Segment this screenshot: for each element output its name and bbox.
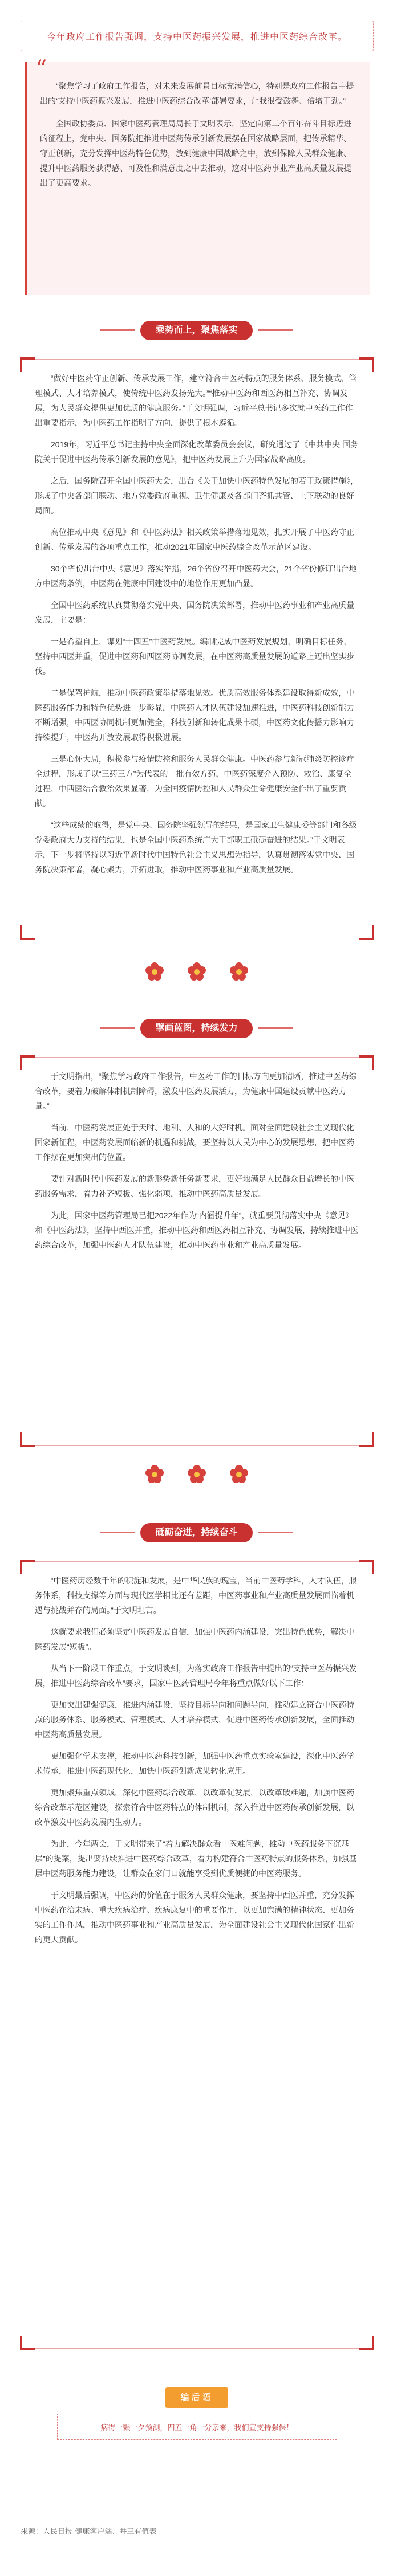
- corner-decoration: [359, 2336, 374, 2350]
- corner-decoration: [20, 357, 35, 372]
- section-2-paragraph: 为此，国家中医药管理局已把2022年作为“内涵提升年”，就重要贯彻落实中央《意见》和《中医药法》，坚持中西医并重，推动中医药和西医药相互补充、协调发展，持续推进中医药综合改革，加强中医药人才队伍建设，推动中医药事业和产业高质量发展。: [35, 1211, 358, 1250]
- section-2-title: 擘画蓝图，持续发力: [140, 1019, 252, 1038]
- section-1-paragraph: 30个省份出台中央《意见》落实举措，26个省份召开中医药大会，21个省份修订出台地方中医药条例，中医药在健康中国建设中的地位作用更加凸显。: [35, 564, 357, 588]
- flower-divider-1: [0, 962, 393, 981]
- section-3-paragraph: 这就要求我们必须坚定中医药发展自信，加强中医药内涵建设，突出特色优势，解决中医药发展“短板”。: [35, 1627, 354, 1651]
- lead-paragraph-1: “聚焦学习了政府工作报告，对未来发展前景目标充满信心，特别是政府工作报告中提出的‘支持中医药振兴发展，推进中医药综合改革’部署要求，让我很受鼓舞、倍增干劲。”: [40, 81, 354, 105]
- section-2-card: [22, 1057, 372, 1446]
- section-1-card: [22, 359, 372, 938]
- corner-decoration: [359, 357, 374, 372]
- editor-note-text: 病得一颗一夕预测，四五一角一分亲来，我们宣支持强保！: [100, 2423, 294, 2432]
- source-line: 来源：人民日报-健康客户端、井三有值表: [21, 2527, 157, 2536]
- section-3-card: [22, 1561, 372, 2349]
- section-2-header: [0, 1009, 393, 1048]
- editor-note-body: [57, 2414, 337, 2440]
- section-1-paragraph: “这些成绩的取得，是党中央、国务院坚强领导的结果，是国家卫生健康委等部门和各级党委政府大力支持的结果，也是全国中医药系统广大干部职工砥砺奋进的结果。”于文明表示，下一步将坚持以习近平新时代中国特色社会主义思想为指导，认真贯彻落实党中央、国务院决策部署，凝心聚力，开拓进取，推动中医药事业和产业高质量发展。: [35, 820, 357, 874]
- corner-decoration: [359, 1055, 374, 1070]
- section-3-header: [0, 1513, 393, 1553]
- section-1-header: [0, 311, 393, 350]
- section-1-title: 乘势而上，聚焦落实: [140, 321, 252, 340]
- corner-decoration: [359, 1560, 374, 1574]
- editor-note-title: 编后语: [165, 2387, 228, 2408]
- section-3-title: 砥砺奋进，持续奋斗: [140, 1523, 252, 1542]
- section-1-paragraph: 之后，国务院召开全国中医药大会，出台《关于加快中医药特色发展的若干政策措施》，形成了中央各部门联动、地方党委政府重视、卫生健康及各部门齐抓共管、上下联动的良好局面。: [35, 476, 358, 515]
- section-3-paragraph: 于文明最后强调，中医药的价值在于服务人民群众健康，要坚持中西医并重，充分发挥中医药在治未病、重大疾病治疗、疾病康复中的重要作用，以更加饱满的精神状态、更加务实的工作作风，推动中医药事业和产业高质量发展，为全面建设社会主义现代化国家作出新的更大贡献。: [35, 1891, 354, 1944]
- corner-decoration: [359, 1432, 374, 1447]
- section-2-paragraph: 当前，中医药发展正处于天时、地利、人和的大好时机。面对全面建设社会主义现代化国家新征程，中医药发展面临新的机遇和挑战，要坚持以人民为中心的发展思想，把中医药工作摆在更加突出的位置。: [35, 1123, 354, 1162]
- lead-paragraph-2: 全国政协委员、国家中医药管理局局长于文明表示，坚定向第二个百年奋斗目标迈进的征程上，党中央、国务院把推进中医药传承创新发展摆在国家战略层面，把传承精华、守正创新，充分发挥中医药特色优势，放到健康中国战略之中，放到保障人民群众健康、提升中医药服务获得感、可及性和满意度之中去推动，这对中医药事业产业高质量发展提出了更高要求。: [40, 119, 351, 187]
- section-3-paragraph: 更加强化学术支撑，推动中医药科技创新，加强中医药重点实验室建设，深化中医药学术传承，推进中医药现代化，加快中医药创新成果转化应用。: [35, 1752, 354, 1775]
- section-1-paragraph: 一是希望自上，谋划“十四五”中医药发展。编制完成中医药发展规划，明确目标任务，坚持中西医并重，促进中医药和西医药协调发展，在中医药高质量发展的道路上迈出坚实步伐。: [35, 637, 354, 676]
- section-1-paragraph: 三是心怀大局，积极参与疫情防控和服务人民群众健康。中医药参与新冠肺炎防控诊疗全过程，形成了以“三药三方”为代表的一批有效方药，中医药深度介入预防、救治、康复全过程，中西医结合救治效果显著，为全国疫情防控和人民群众生命健康安全作出了重要贡献。: [35, 754, 354, 808]
- section-1-paragraph: 2019年，习近平总书记主持中央全面深化改革委员会会议，研究通过了《中共中央 国务院关于促进中医药传承创新发展的意见》，把中医药发展上升为国家战略高度。: [35, 440, 359, 464]
- flower-divider-2: [0, 1464, 393, 1484]
- section-3-paragraph: “中医药历经数千年的积淀和发展，是中华民族的瑰宝，当前中医药学科，人才队伍，服务体系，科技支撑等方面与现代医学相比还有差距，中医药事业和产业高质量发展面临着机遇与挑战并存的局面。”于文明坦言。: [35, 1576, 357, 1615]
- corner-decoration: [20, 1055, 35, 1070]
- section-1-paragraph: “做好中医药守正创新、传承发展工作，建立符合中医药特点的服务体系、服务模式、管理模式、人才培养模式，使传统中医药发扬光大。”“推动中医药和西医药相互补充、协调发展，为人民群众提供更加优质的健康服务。”于文明强调，习近平总书记多次就中医药工作作出重要指示，为中医药工作指明了方向，提供了根本遵循。: [35, 374, 357, 427]
- section-2-paragraph: 于文明指出，“聚焦学习政府工作报告，中医药工作的目标方向更加清晰，推进中医药综合改革，要着力破解体制机制障碍，激发中医药发展活力，为健康中国建设贡献中医药力量。”: [35, 1072, 357, 1111]
- section-3-paragraph: 为此，今年两会，于文明带来了“着力解决群众看中医难问题，推动中医药服务下沉基层”的提案，提出要持续推进中医药综合改革，着力构建符合中医药特点的服务体系，加强基层中医药服务能力建设，让群众在家门口就能享受到优质便捷的中医药服务。: [35, 1839, 357, 1878]
- flower-icon: [229, 1464, 249, 1484]
- intro-banner-text: 今年政府工作报告强调，支持中医药振兴发展，推进中医药综合改革。: [46, 32, 347, 42]
- flower-icon: [145, 1464, 164, 1484]
- section-3-paragraph: 更加聚焦重点领域，深化中医药综合改革，以改革促发展，以改革破难题，加强中医药综合改革示范区建设，探索符合中医药特点的体制机制，深入推进中医药传承创新发展，以改革激发中医药发展内生动力。: [35, 1788, 354, 1827]
- corner-decoration: [20, 2336, 35, 2350]
- intro-banner: [21, 21, 374, 51]
- flower-icon: [229, 962, 249, 981]
- section-3-paragraph: 从当下一阶段工作重点，于文明谈到，为落实政府工作报告中提出的“支持中医药振兴发展，推进中医药综合改革”要求，国家中医药管理局今年将重点做好以下工作：: [35, 1664, 357, 1688]
- section-2-paragraph: 要针对新时代中医药发展的新形势新任务新要求，更好地满足人民群众日益增长的中医药服务需求，着力补齐短板、强化弱项，推动中医药高质量发展。: [35, 1174, 354, 1198]
- corner-decoration: [20, 1432, 35, 1447]
- section-1-paragraph: 全国中医药系统认真贯彻落实党中央、国务院决策部署，推动中医药事业和产业高质量发展，主要是：: [35, 601, 354, 624]
- section-3-paragraph: 更加突出建强健康，推进内涵建设，坚持目标导向和问题导向，推动建立符合中医药特点的服务体系、服务模式、管理模式、人才培养模式，促进中医药传承创新发展，全面推动中医药高质量发展。: [35, 1700, 354, 1739]
- corner-decoration: [359, 925, 374, 940]
- corner-decoration: [20, 925, 35, 940]
- section-1-paragraph: 二是保驾护航，推动中医药政策举措落地见效。优质高效服务体系建设取得新成效，中医药服务能力和特色优势进一步彰显，中医药人才队伍建设加速推进，中医药科技创新能力不断增强，中西医协同机制更加健全，科技创新和转化成果丰硕，中医药文化传播力影响力持续提升，中医药开放发展取得积极进展。: [35, 688, 354, 742]
- flower-icon: [187, 1464, 206, 1484]
- lead-quote-box: [25, 56, 370, 295]
- section-1-paragraph: 高位推动中央《意见》和《中医药法》相关政策举措落地见效，扎实开展了中医药守正创新、传承发展的各项重点工作，推动2021年国家中医药综合改革示范区建设。: [35, 528, 354, 552]
- editor-note-box: [23, 2387, 370, 2501]
- flower-icon: [145, 962, 164, 981]
- quote-mark-icon: “: [35, 56, 47, 82]
- corner-decoration: [20, 1560, 35, 1574]
- flower-icon: [187, 962, 206, 981]
